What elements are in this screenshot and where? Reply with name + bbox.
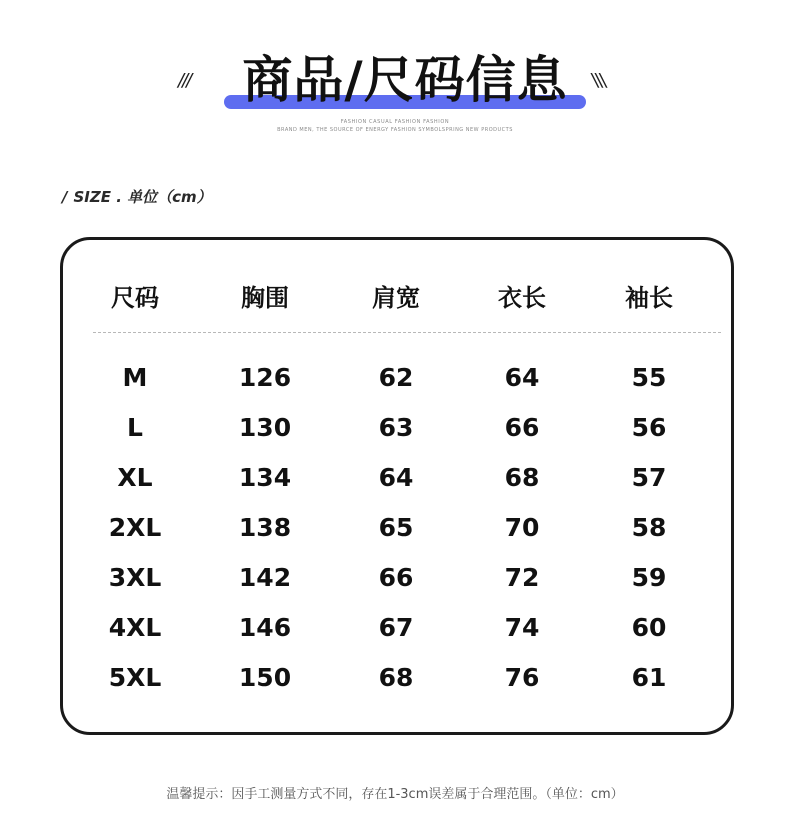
cell-shoulder: 67 (378, 613, 414, 642)
table-row (63, 608, 737, 648)
cell-size: L (127, 413, 143, 442)
header-length: 衣长 (498, 284, 546, 312)
table-row (63, 358, 737, 398)
cell-length: 66 (504, 413, 540, 442)
page-title: 商品/尺码信息 (242, 51, 568, 109)
cell-length: 68 (504, 463, 540, 492)
cell-shoulder: 64 (378, 463, 414, 492)
header-size: 尺码 (111, 284, 159, 312)
size-table (60, 237, 734, 735)
cell-size: 5XL (108, 663, 162, 692)
cell-chest: 130 (238, 413, 292, 442)
page-header (0, 0, 790, 150)
cell-sleeve: 58 (631, 513, 667, 542)
cell-length: 72 (504, 563, 540, 592)
table-row (63, 458, 737, 498)
cell-length: 74 (504, 613, 540, 642)
size-label-slash: / (62, 188, 68, 206)
cell-sleeve: 56 (631, 413, 667, 442)
cell-size: XL (117, 463, 153, 492)
cell-chest: 142 (238, 563, 292, 592)
size-unit-label (62, 186, 212, 207)
cell-sleeve: 59 (631, 563, 667, 592)
header-divider (93, 332, 721, 333)
cell-size: 2XL (108, 513, 162, 542)
title-block (224, 50, 586, 112)
table-row (63, 508, 737, 548)
left-slash-decoration: /// (178, 70, 191, 91)
table-header-row (63, 280, 737, 316)
cell-shoulder: 65 (378, 513, 414, 542)
cell-chest: 146 (238, 613, 292, 642)
header-sleeve: 袖长 (625, 284, 673, 312)
cell-sleeve: 55 (631, 363, 667, 392)
cell-shoulder: 62 (378, 363, 414, 392)
cell-size: 4XL (108, 613, 162, 642)
measurement-note: 温馨提示：因手工测量方式不同，存在1-3cm误差属于合理范围。（单位：cm） (166, 787, 624, 802)
cell-sleeve: 57 (631, 463, 667, 492)
subtitle-line-2: BRAND MEN, THE SOURCE OF ENERGY FASHION SYMBOLSPRING NEW PRODUCTS (277, 127, 513, 133)
table-row (63, 408, 737, 448)
table-row (63, 558, 737, 598)
cell-length: 64 (504, 363, 540, 392)
cell-chest: 134 (238, 463, 292, 492)
cell-shoulder: 68 (378, 663, 414, 692)
cell-shoulder: 63 (378, 413, 414, 442)
table-row (63, 658, 737, 698)
right-slash-decoration: /// (594, 70, 607, 91)
cell-length: 70 (504, 513, 540, 542)
cell-length: 76 (504, 663, 540, 692)
size-label-text: SIZE . 单位（cm） (73, 188, 212, 206)
cell-size: M (122, 363, 148, 392)
header-chest: 胸围 (241, 284, 289, 312)
cell-chest: 138 (238, 513, 292, 542)
cell-chest: 150 (238, 663, 292, 692)
header-shoulder: 肩宽 (372, 284, 420, 312)
cell-size: 3XL (108, 563, 162, 592)
subtitle-line-1: FASHION CASUAL FASHION FASHION (340, 119, 450, 125)
cell-sleeve: 60 (631, 613, 667, 642)
cell-shoulder: 66 (378, 563, 414, 592)
cell-sleeve: 61 (631, 663, 667, 692)
cell-chest: 126 (238, 363, 292, 392)
